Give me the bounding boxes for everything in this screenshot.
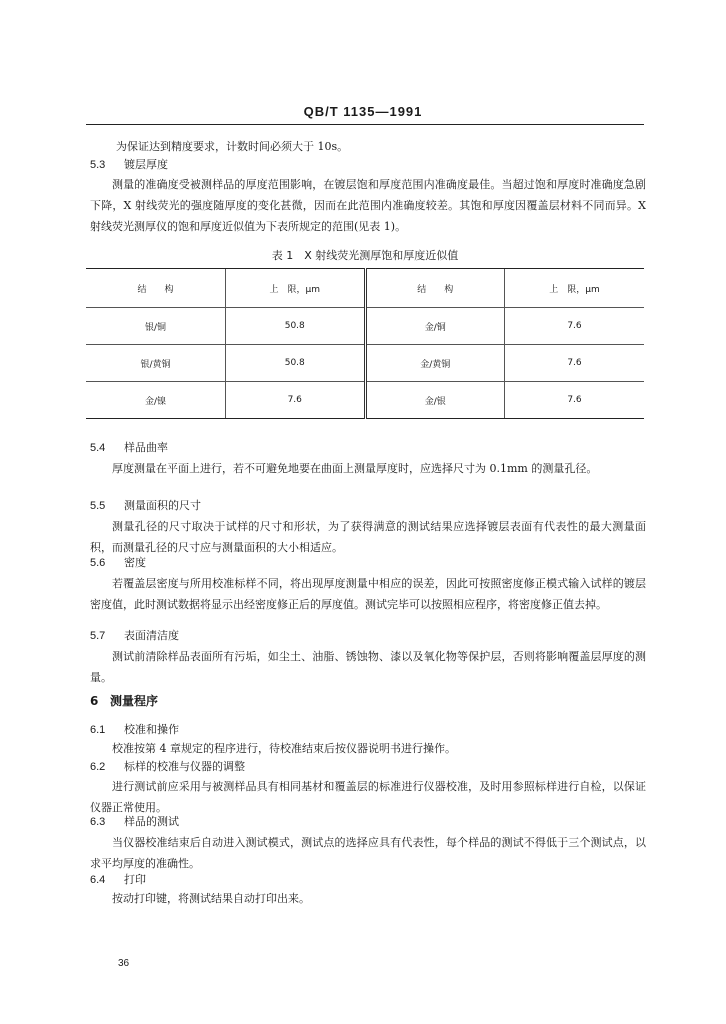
section-number: 6.3: [90, 816, 106, 828]
saturation-thickness-table: [86, 268, 644, 419]
section-5-6-heading: [90, 553, 146, 573]
page-number: 36: [118, 958, 130, 969]
table-cell: 金/银: [365, 382, 505, 419]
table-cell: 7.6: [226, 382, 366, 419]
section-5-6-body: [90, 573, 646, 615]
table-cell: 7.6: [505, 345, 645, 382]
table-row: [86, 308, 644, 345]
section-5-7-body: [90, 646, 646, 688]
section-number: 6.4: [90, 874, 106, 886]
standard-number: QB/T 1135—1991: [303, 104, 423, 119]
section-title: 标样的校准与仪器的调整: [124, 760, 245, 773]
table-cell: 7.6: [505, 308, 645, 345]
paragraph: 厚度测量在平面上进行，若不可避免地要在曲面上测量厚度时，应选择尺寸为 0.1mm 的测量孔径。: [112, 462, 598, 475]
table-header-row: [86, 269, 644, 308]
section-6-1-body: [90, 738, 646, 759]
section-6-4-body: [90, 888, 646, 909]
intro-paragraph: [116, 136, 646, 157]
section-number: 6.1: [90, 724, 106, 736]
section-title: 样品的测试: [124, 815, 179, 828]
header-cell-limit: 上 限，μm: [505, 269, 645, 308]
chapter-title: 测量程序: [110, 694, 159, 708]
section-title: 测量面积的尺寸: [124, 499, 201, 512]
section-number: 5.7: [90, 630, 106, 642]
section-5-5-heading: [90, 496, 201, 516]
header-cell-structure: 结 构: [86, 269, 226, 308]
paragraph: 校准按第 4 章规定的程序进行，待校准结束后按仪器说明书进行操作。: [112, 742, 456, 755]
section-5-7-heading: [90, 626, 179, 646]
table-cell: 7.6: [505, 382, 645, 419]
table-cell: 50.8: [226, 345, 366, 382]
section-5-5-body: [90, 516, 646, 558]
table-caption: 表 1 X 射线荧光测厚饱和厚度近似值: [271, 249, 459, 262]
section-title: 打印: [124, 873, 146, 886]
intro-text: 为保证达到精度要求，计数时间必须大于 10s。: [116, 140, 349, 153]
table-row: [86, 382, 644, 419]
section-5-4-heading: [90, 438, 168, 458]
section-title: 镀层厚度: [124, 158, 168, 171]
header-rule: [86, 124, 644, 125]
section-6-3-heading: [90, 812, 179, 832]
header-cell-limit: 上 限，μm: [226, 269, 366, 308]
table-cell: 银/黄铜: [86, 345, 226, 382]
section-title: 样品曲率: [124, 441, 168, 454]
section-6-3-body: [90, 832, 646, 874]
table-cell: 金/镍: [86, 382, 226, 419]
section-title: 校准和操作: [124, 723, 179, 736]
section-title: 密度: [124, 556, 146, 569]
paragraph: 测量孔径的尺寸取决于试样的尺寸和形状，为了获得满意的测试结果应选择镀层表面有代表性的最大测量面积，而测量孔径的尺寸应与测量面积的大小相适应。: [90, 520, 646, 554]
section-5-3-body: [90, 174, 646, 237]
section-number: 5.5: [90, 500, 106, 512]
section-6-4-heading: [90, 870, 146, 890]
section-number: 6.2: [90, 761, 106, 773]
table-cell: 50.8: [226, 308, 366, 345]
paragraph: 若覆盖层密度与所用校准标样不同，将出现厚度测量中相应的误差，因此可按照密度修正模式输入试样的镀层密度值，此时测试数据将显示出经密度修正后的厚度值。测试完毕可以按照相应程序，将密度修正值去掉。: [90, 577, 646, 611]
section-number: 5.4: [90, 442, 106, 454]
chapter-number: 6: [90, 694, 99, 708]
chapter-6-heading: [90, 692, 158, 709]
table-cell: 金/黄铜: [365, 345, 505, 382]
paragraph: 进行测试前应采用与被测样品具有相同基材和覆盖层的标准进行仪器校准，及时用参照标样进行自检，以保证仪器正常使用。: [90, 780, 646, 814]
section-6-2-heading: [90, 757, 245, 777]
table-cell: 银/铜: [86, 308, 226, 345]
section-number: 5.6: [90, 557, 106, 569]
paragraph: 当仪器校准结束后自动进入测试模式，测试点的选择应具有代表性，每个样品的测试不得低于三个测试点，以求平均厚度的准确性。: [90, 836, 646, 870]
section-6-1-heading: [90, 720, 179, 740]
paragraph: 按动打印键，将测试结果自动打印出来。: [112, 892, 310, 905]
section-number: 5.3: [90, 159, 106, 171]
section-5-3-heading: [90, 155, 168, 175]
paragraph: 测试前清除样品表面所有污垢，如尘土、油脂、锈蚀物、漆以及氧化物等保护层，否则将影响覆盖层厚度的测量。: [90, 650, 646, 684]
table-row: [86, 345, 644, 382]
section-title: 表面清洁度: [124, 629, 179, 642]
paragraph: 测量的准确度受被测样品的厚度范围影响，在镀层饱和厚度范围内准确度最佳。当超过饱和厚度时准确度急剧下降，X 射线荧光的强度随厚度的变化甚微，因而在此范围内准确度较差。其饱和厚度因覆盖层材料不同而异。X 射线荧光测厚仪的饱和厚度近似值为下表所规定的范围(见表 1)。: [90, 178, 646, 233]
table-cell: 金/铜: [365, 308, 505, 345]
section-5-4-body: [90, 458, 646, 479]
header-cell-structure: 结 构: [365, 269, 505, 308]
